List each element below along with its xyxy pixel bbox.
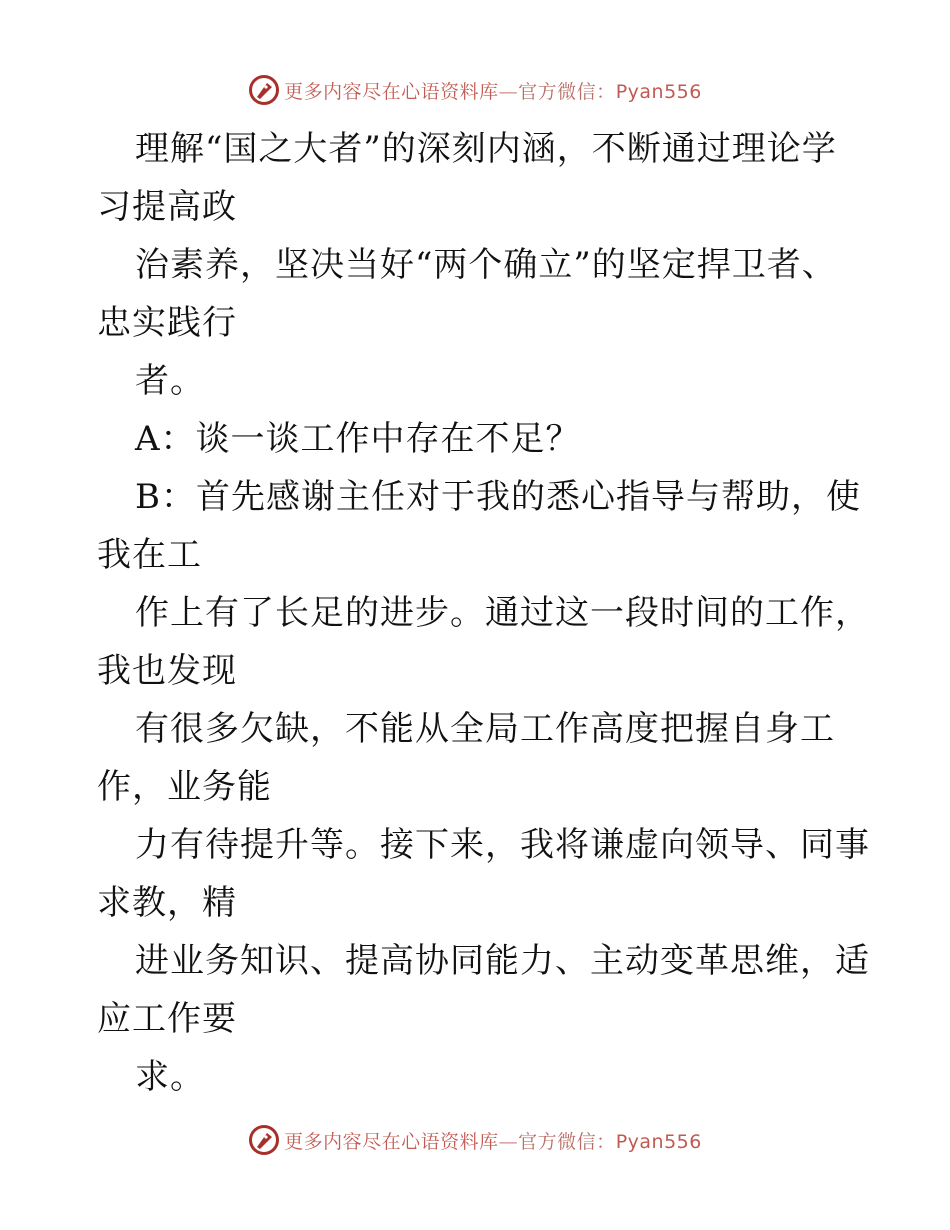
text-line: 习提高政 <box>97 187 237 227</box>
pen-nib-logo-icon <box>248 74 280 106</box>
footer-separator: — <box>498 1130 519 1153</box>
footer-contact-handle: Pyan556 <box>615 1130 702 1153</box>
footer-contact-label: 官方微信： <box>518 1130 616 1153</box>
text-line: 理解“国之大者”的深刻内涵，不断通过理论学 <box>135 129 837 169</box>
header-contact-handle: Pyan556 <box>615 80 702 103</box>
document-body <box>97 120 887 1106</box>
text-line: 作，业务能 <box>97 767 272 807</box>
text-line: 求。 <box>135 1057 205 1097</box>
footer-banner <box>0 1120 950 1160</box>
header-banner <box>0 70 950 110</box>
text-line: 作上有了长足的进步。通过这一段时间的工作， <box>135 593 870 633</box>
text-line: 忠实践行 <box>97 303 237 343</box>
header-banner-text <box>284 77 702 104</box>
text-line: 进业务知识、提高协同能力、主动变革思维，适 <box>135 941 870 981</box>
header-brand: 更多内容尽在心语资料库 <box>284 80 499 103</box>
text-line: 我在工 <box>97 535 202 575</box>
pen-nib-logo-icon <box>248 1124 280 1156</box>
header-contact-label: 官方微信： <box>518 80 616 103</box>
text-line: 我也发现 <box>97 651 237 691</box>
text-line: 求教，精 <box>97 883 237 923</box>
text-line: 者。 <box>135 361 205 401</box>
header-separator: — <box>498 80 519 103</box>
text-line: 应工作要 <box>97 999 237 1039</box>
text-line: 力有待提升等。接下来，我将谦虚向领导、同事 <box>135 825 870 865</box>
text-line: 有很多欠缺，不能从全局工作高度把握自身工 <box>135 709 835 749</box>
footer-banner-text <box>284 1127 702 1154</box>
text-line: 治素养，坚决当好“两个确立”的坚定捍卫者、 <box>135 245 837 285</box>
footer-brand: 更多内容尽在心语资料库 <box>284 1130 499 1153</box>
answer-line: B：首先感谢主任对于我的悉心指导与帮助，使 <box>135 477 861 517</box>
question-line: A：谈一谈工作中存在不足？ <box>135 419 581 459</box>
